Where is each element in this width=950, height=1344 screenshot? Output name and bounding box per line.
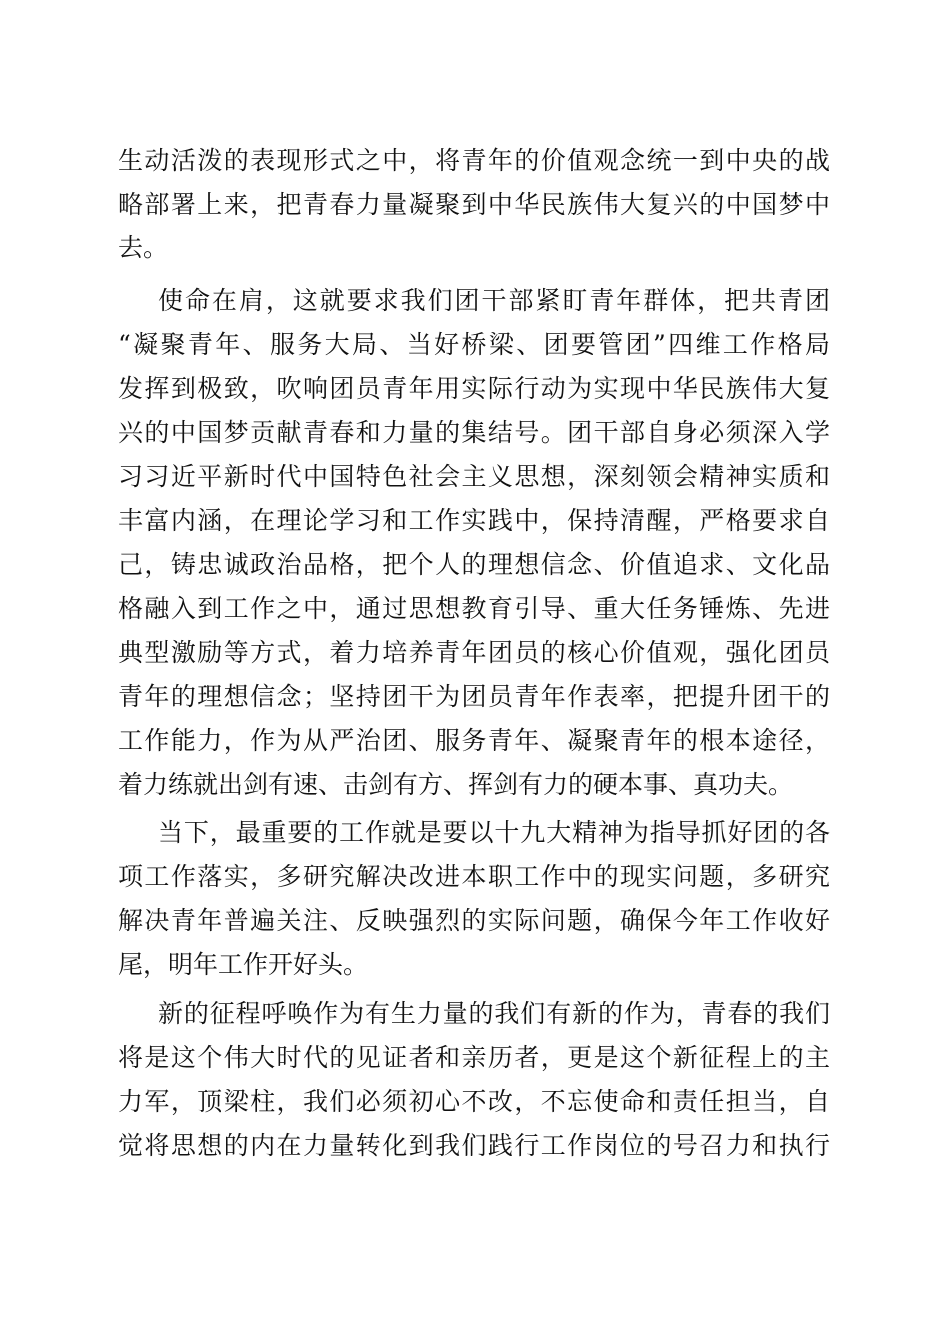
paragraph-line: 尾，明年工作开好头。 — [118, 950, 369, 979]
paragraph-line: 略部署上来，把青春力量凝聚到中华民族伟大复兴的中国梦中 — [118, 190, 830, 219]
paragraph-line: 工作能力，作为从严治团、服务青年、凝聚青年的根本途径， — [118, 726, 830, 755]
paragraph-line: 将是这个伟大时代的见证者和亲历者，更是这个新征程上的主 — [118, 1043, 830, 1072]
paragraph-line: 当下，最重要的工作就是要以十九大精神为指导抓好团的各 — [158, 818, 830, 847]
paragraph-line: 习习近平新时代中国特色社会主义思想，深刻领会精神实质和 — [118, 462, 830, 491]
paragraph-line: 项工作落实，多研究解决改进本职工作中的现实问题，多研究 — [118, 862, 830, 891]
paragraph-line: 解决青年普遍关注、反映强烈的实际问题，确保今年工作收好 — [118, 906, 830, 935]
paragraph-line: 丰富内涵，在理论学习和工作实践中，保持清醒，严格要求自 — [118, 506, 830, 535]
paragraph-line: 新的征程呼唤作为有生力量的我们有新的作为，青春的我们 — [158, 999, 830, 1028]
paragraph-line: 力军，顶梁柱，我们必须初心不改，不忘使命和责任担当，自 — [118, 1087, 830, 1116]
paragraph-line: 使命在肩，这就要求我们团干部紧盯青年群体，把共青团 — [158, 286, 830, 315]
paragraph-line: 兴的中国梦贡献青春和力量的集结号。团干部自身必须深入学 — [118, 418, 830, 447]
paragraph-line: 去。 — [118, 233, 169, 262]
paragraph-line: 觉将思想的内在力量转化到我们践行工作岗位的号召力和执行 — [118, 1131, 830, 1160]
paragraph-line: 发挥到极致，吹响团员青年用实际行动为实现中华民族伟大复 — [118, 374, 830, 403]
paragraph-line: “凝聚青年、服务大局、当好桥梁、团要管团”四维工作格局 — [118, 330, 830, 359]
paragraph-line: 格融入到工作之中，通过思想教育引导、重大任务锤炼、先进 — [118, 594, 830, 623]
paragraph-line: 着力练就出剑有速、击剑有方、挥剑有力的硬本事、真功夫。 — [118, 770, 794, 799]
paragraph-line: 生动活泼的表现形式之中，将青年的价值观念统一到中央的战 — [118, 146, 830, 175]
paragraph-line: 典型激励等方式，着力培养青年团员的核心价值观，强化团员 — [118, 638, 830, 667]
paragraph-line: 己，铸忠诚政治品格，把个人的理想信念、价值追求、文化品 — [118, 550, 830, 579]
paragraph-line: 青年的理想信念；坚持团干为团员青年作表率，把提升团干的 — [118, 682, 830, 711]
